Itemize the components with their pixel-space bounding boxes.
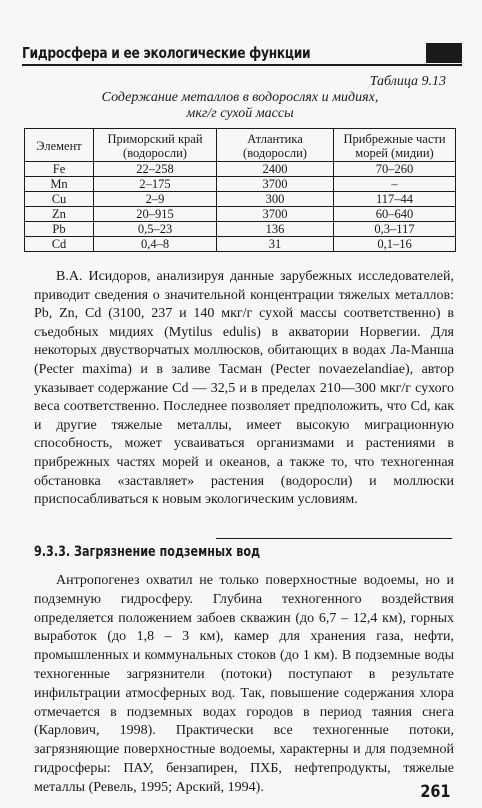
table-row [25,207,456,222]
table-cell: 136 [217,222,334,237]
table-row [25,192,456,207]
section-heading: 9.3.3. Загрязнение подземных вод [34,544,261,560]
table-cell: 31 [217,237,334,252]
table-cell: Zn [25,207,94,222]
column-header-coastal: Прибрежные части морей (мидии) [334,129,456,162]
paragraph-anthropogenesis: Антропогенез охватил не только поверхностные водоемы, но и подземную гидросферу. Глубина техногенного воздействия определяется положением забоев скважин (до 6,7 – 12,4 км), горных выработок (до 1,8 – 3 км), камер для хранения газа, нефти, промышленных и коммунальных стоков (до 1 км). В подземные воды техногенные загрязнители (потоки) поступают в результате инфильтрации атмосферных вод. Так, повышение содержания хлора отмечается в подземных водах городов в период таяния снега (Карлович, 1998). Практически все техногенные потоки, загрязняющие поверхностные водоемы, характерны и для подземной гидросферы: ПАУ, бензапирен, ПХБ, нефтепродукты, тяжелые металлы (Ревель, 1995; Арский, 1994). [34,573,454,795]
table-cell: Fe [25,162,94,177]
table-cell: 3700 [217,177,334,192]
table-row [25,177,456,192]
header-black-block [426,43,462,63]
running-header [22,44,462,66]
table-cell: 2–175 [94,177,217,192]
column-header-primorsky: Приморский край (водоросли) [94,129,217,162]
table-cell: 2400 [217,162,334,177]
table-cell: 0,1–16 [334,237,456,252]
table-label: Таблица 9.13 [369,74,446,89]
table-cell: 300 [217,192,334,207]
column-header-atlantic: Атлантика (водоросли) [217,129,334,162]
table-cell: Cd [25,237,94,252]
table-cell: 2–9 [94,192,217,207]
running-header-title: Гидросфера и ее экологические функции [22,44,311,62]
table-cell: Cu [25,192,94,207]
table-cell: 0,4–8 [94,237,217,252]
table-row [25,222,456,237]
table-caption-line2: мкг/г сухой массы [186,106,294,121]
table-cell: – [334,177,456,192]
page-number: 261 [419,782,450,802]
table-cell: 70–260 [334,162,456,177]
table-cell: 0,3–117 [334,222,456,237]
table-caption-line1: Содержание металлов в водорослях и мидиях, [101,90,379,105]
table-cell: 22–258 [94,162,217,177]
table-cell: 117–44 [334,192,456,207]
metals-table [24,128,456,252]
table-header-row [25,129,456,162]
table-row [25,162,456,177]
table-cell: 3700 [217,207,334,222]
column-header-element: Элемент [25,129,94,162]
section-divider [216,538,452,539]
table-cell: 20–915 [94,207,217,222]
table-cell: Pb [25,222,94,237]
table-cell: 0,5–23 [94,222,217,237]
table-cell: Mn [25,177,94,192]
table-cell: 60–640 [334,207,456,222]
table-row [25,237,456,252]
paragraph-isidorov: В.А. Исидоров, анализируя данные зарубежных исследователей, приводит сведения о значительной концентрации тяжелых металлов: Pb, Zn, Cd (3100, 237 и 140 мкг/г сухой массы соответственно) в съедобных мидиях (Mytilus edulis) в акватории Норвегии. Для некоторых двустворчатых моллюсков, обитающих в водах Ла-Манша (Pecter maxima) и в заливе Тасман (Pecter novaezelandiae), автор указывает содержание Cd — 32,5 и в пределах 210—300 мкг/г сухого веса соответственно. Последнее позволяет предположить, что Cd, как и другие тяжелые металлы, имеет высокую миграционную способность, может усваиваться организмами и растениями в прибрежных частях морей и океанов, а также то, что техногенная обстановка «заставляет» растения (водоросли) и моллюски приспосабливаться к новым экологическим условиям. [34,269,454,508]
table-caption [40,90,440,122]
